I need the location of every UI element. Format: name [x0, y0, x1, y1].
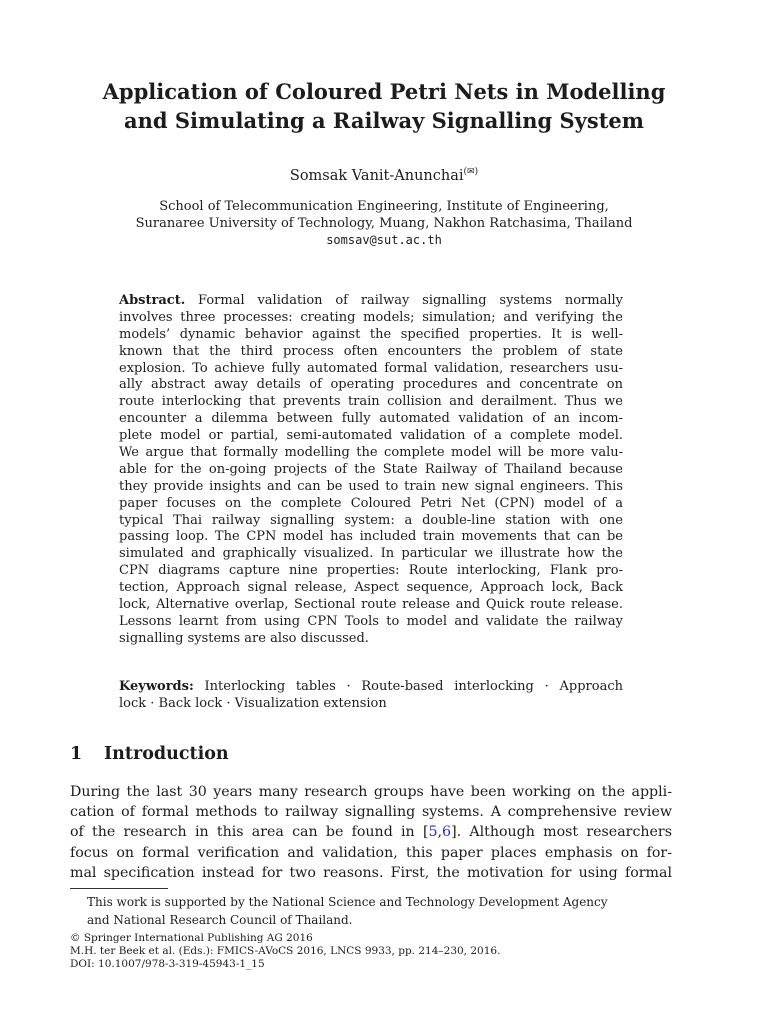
abstract-line: encounter a dilemma between fully automated validation of an incom- — [119, 411, 623, 427]
footnote — [70, 893, 672, 929]
section-heading — [70, 742, 229, 766]
intro-line: cation of formal methods to railway signalling systems. A comprehensive review — [70, 804, 672, 821]
citation-link[interactable]: 6 — [442, 824, 452, 841]
affiliation-line-2: Suranaree University of Technology, Muang, Nakhon Ratchasima, Thailand — [135, 216, 633, 231]
abstract-line: involves three processes: creating models; simulation; and verifying the — [119, 309, 623, 325]
footnote-line-1: This work is supported by the National Science and Technology Development Agency — [87, 895, 608, 909]
keywords-label: Keywords: — [119, 679, 194, 694]
abstract-line: CPN diagrams capture nine properties: Route interlocking, Flank pro- — [119, 563, 623, 579]
intro-line: During the last 30 years many research groups have been working on the appli- — [70, 784, 672, 800]
paper-title — [40, 77, 728, 135]
abstract-line: models’ dynamic behavior against the specified properties. It is well- — [119, 326, 623, 342]
copyright-line: © Springer International Publishing AG 2016 — [70, 932, 313, 944]
author-email[interactable]: somsav@sut.ac.th — [326, 233, 442, 247]
keywords-line-2: lock · Back lock · Visualization extension — [119, 696, 387, 711]
copyright-block — [70, 932, 672, 972]
abstract-line: Lessons learnt from using CPN Tools to model and validate the railway — [119, 613, 623, 629]
affiliation — [0, 198, 768, 249]
abstract-line: ally abstract away details of operating procedures and concentrate on — [119, 377, 623, 393]
keywords-line-1: Keywords: Interlocking tables · Route-based interlocking · Approach — [119, 679, 623, 694]
abstract — [119, 293, 623, 648]
abstract-line: Abstract. Formal validation of railway signalling systems normally — [119, 293, 623, 308]
section-number: 1 — [70, 744, 83, 764]
abstract-line: route interlocking that prevents train collision and derailment. Thus we — [119, 394, 623, 410]
footnote-line-2: and National Research Council of Thailand. — [87, 913, 353, 927]
doi-line[interactable]: DOI: 10.1007/978-3-319-45943-1_15 — [70, 958, 265, 971]
abstract-line: tection, Approach signal release, Aspect sequence, Approach lock, Back — [119, 580, 623, 596]
section-title: Introduction — [104, 744, 229, 764]
author-name: Somsak Vanit-Anunchai — [289, 168, 464, 184]
citation-link[interactable]: 5 — [428, 824, 438, 841]
intro-line: focus on formal verification and validation, this paper places emphasis on for- — [70, 844, 672, 861]
abstract-line: simulated and graphically visualized. In particular we illustrate how the — [119, 546, 623, 562]
title-line-2: and Simulating a Railway Signalling System — [123, 108, 644, 133]
intro-paragraph — [70, 782, 672, 883]
abstract-line: known that the third process often encounters the problem of state — [119, 343, 623, 359]
abstract-line: they provide insights and can be used to train new signal engineers. This — [119, 478, 623, 494]
abstract-line: lock, Alternative overlap, Sectional route release and Quick route release. — [119, 597, 623, 613]
abstract-line: plete model or partial, semi-automated validation of a complete model. — [119, 428, 623, 444]
intro-line: of the research in this area can be found in [5,6]. Although most researchers — [70, 824, 672, 841]
abstract-line: paper focuses on the complete Coloured Petri Net (CPN) model of a — [119, 495, 623, 511]
abstract-line: able for the on-going projects of the State Railway of Thailand because — [119, 461, 623, 477]
abstract-line: passing loop. The CPN model has included train movements that can be — [119, 529, 623, 545]
abstract-line: explosion. To achieve fully automated formal validation, researchers usu- — [119, 360, 623, 376]
abstract-line: signalling systems are also discussed. — [119, 630, 369, 646]
author — [0, 162, 768, 186]
abstract-label: Abstract. — [119, 293, 186, 308]
corresponding-author-mark: (✉) — [463, 167, 479, 177]
footnote-rule — [70, 888, 168, 889]
intro-line: mal specification instead for two reasons. First, the motivation for using formal — [70, 864, 672, 881]
abstract-line: typical Thai railway signalling system: a double-line station with one — [119, 512, 623, 528]
affiliation-line-1: School of Telecommunication Engineering, Institute of Engineering, — [159, 199, 609, 214]
abstract-line: We argue that formally modelling the complete model will be more valu- — [119, 445, 623, 461]
citation-line: M.H. ter Beek et al. (Eds.): FMICS-AVoCS 2016, LNCS 9933, pp. 214–230, 2016. — [70, 945, 501, 958]
keywords — [119, 678, 623, 712]
title-line-1: Application of Coloured Petri Nets in Modelling — [102, 79, 666, 104]
